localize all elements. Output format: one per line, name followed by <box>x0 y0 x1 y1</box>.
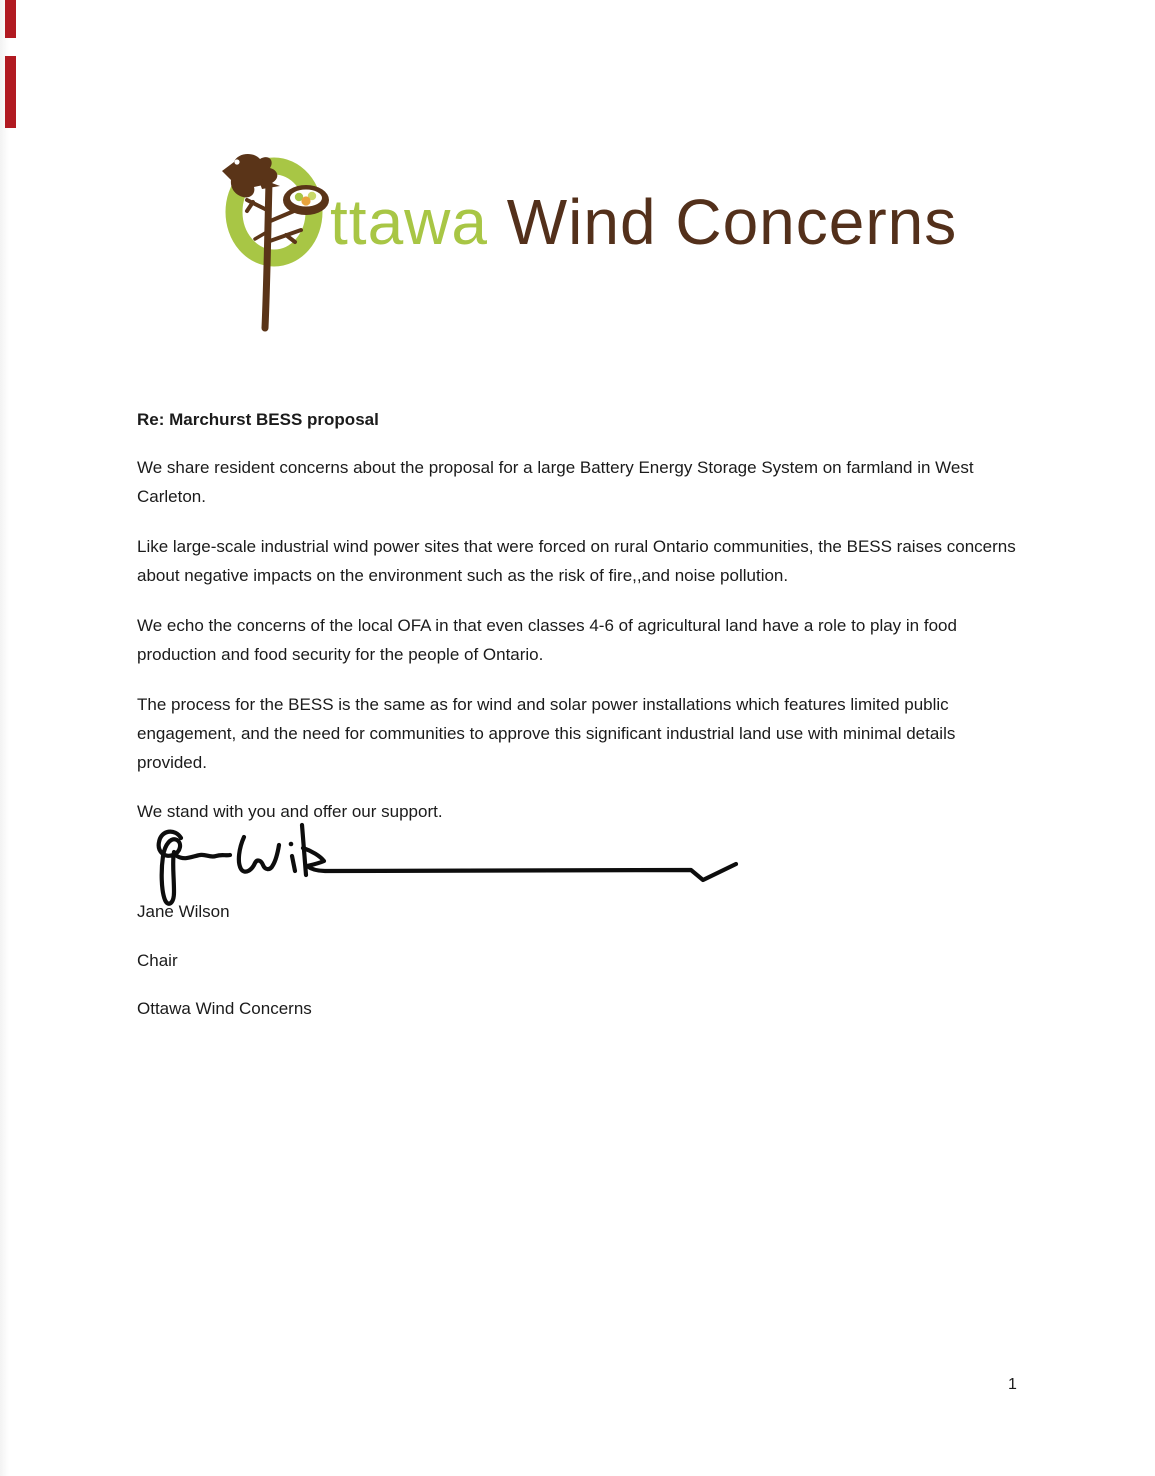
paragraph-4: The process for the BESS is the same as for wind and solar power installations which features limited public engagement, and the need for communities to approve this significant industrial land use with minimal details provided. <box>137 695 956 772</box>
logo-text-wind-concerns: Wind Concerns <box>506 186 958 258</box>
bird-tree-nest-icon <box>210 142 342 334</box>
paragraph-2: Like large-scale industrial wind power sites that were forced on rural Ontario communities, the BESS raises concerns about negative impacts on the environment such as the risk of fire,,and noise pollution. <box>137 537 1016 585</box>
logo-wordmark <box>330 186 958 258</box>
page-number: 1 <box>1008 1376 1017 1393</box>
scan-edge-mark <box>5 0 16 38</box>
nest-with-eggs-icon <box>283 185 329 215</box>
page-edge-shade <box>0 0 9 1476</box>
scan-edge-mark <box>5 56 16 128</box>
subject-line: Re: Marchurst BESS proposal <box>137 410 379 429</box>
signer-title: Chair <box>137 951 178 970</box>
paragraph-5: We stand with you and offer our support. <box>137 802 443 821</box>
ottawa-wind-concerns-logo <box>210 142 958 334</box>
signer-organization: Ottawa Wind Concerns <box>137 999 312 1018</box>
paragraph-3: We echo the concerns of the local OFA in that even classes 4-6 of agricultural land have a role to play in food production and food security for the people of Ontario. <box>137 616 957 664</box>
paragraph-1: We share resident concerns about the proposal for a large Battery Energy Storage System on farmland in West Carleton. <box>137 458 974 506</box>
signer-name: Jane Wilson <box>137 902 230 921</box>
logo-text-ttawa: ttawa <box>330 186 488 258</box>
